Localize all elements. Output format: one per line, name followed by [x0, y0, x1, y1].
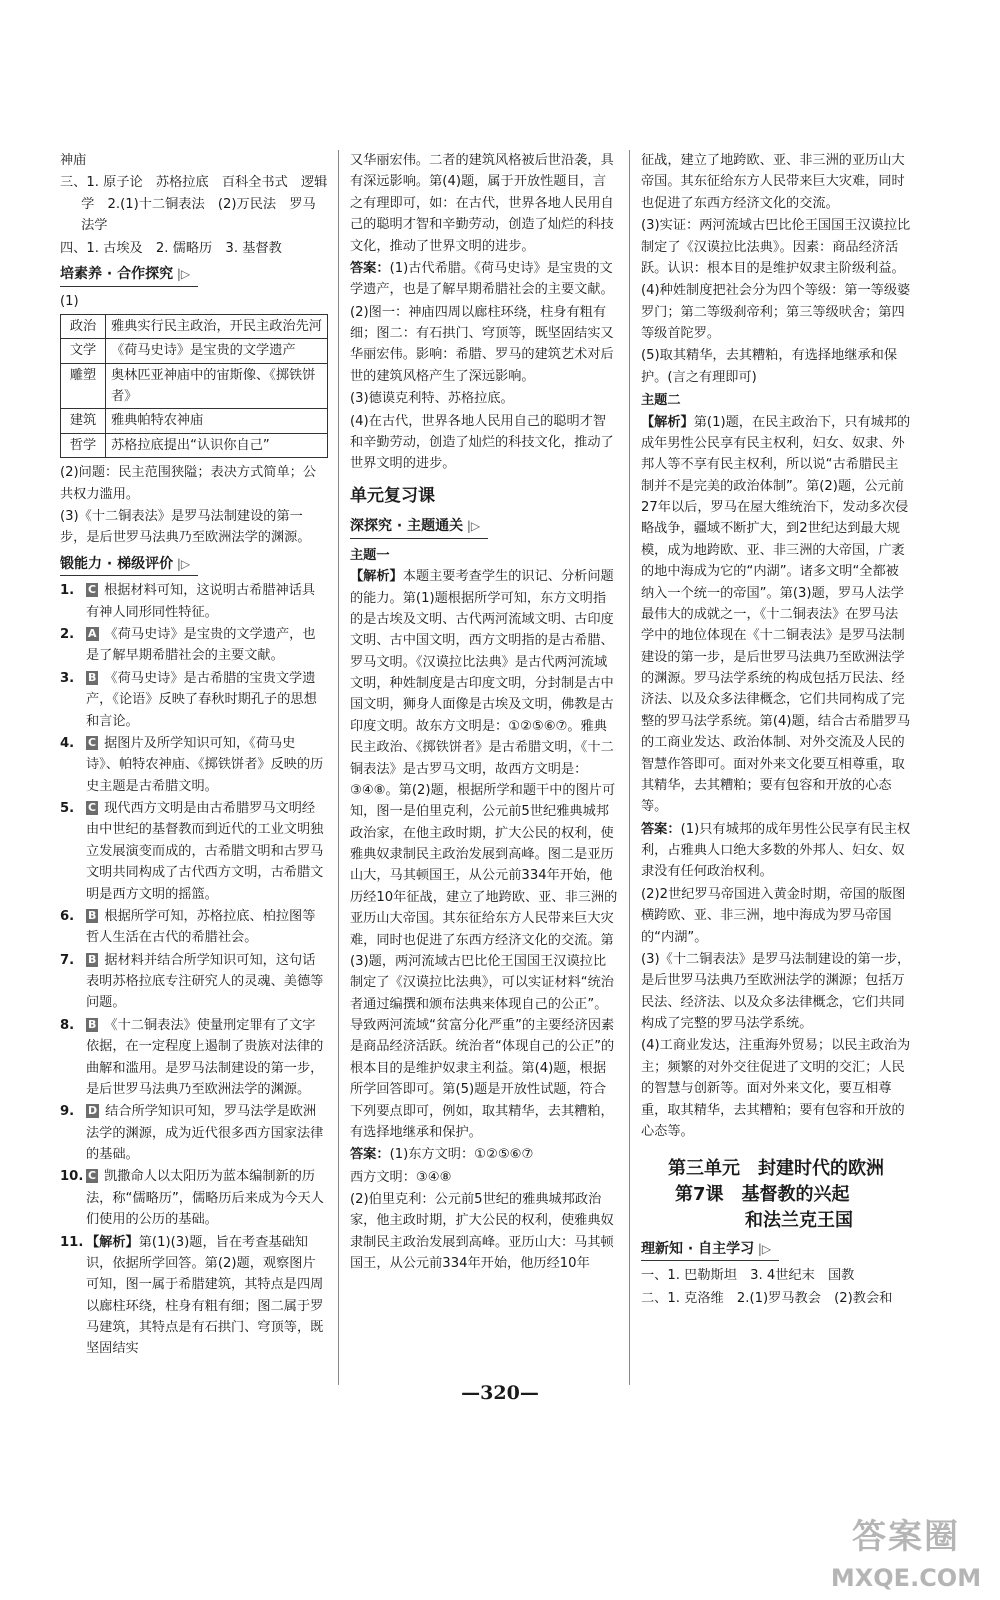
table-key: 哲学: [61, 433, 106, 457]
column-divider: [629, 150, 630, 1385]
answer-choice-badge: B: [88, 670, 97, 684]
lesson-title-line1: 第7课 基督教的兴起: [675, 1184, 850, 1206]
table-row: [61, 433, 328, 457]
answer-paragraph: (4)工商业发达，注重海外贸易；以民主政治为主；频繁的对外交往促进了文明的交汇；人民的智慧与创新等。面对外来文化，要互相尊重，取其精华，去其糟粕；要有包容和开放的心态等。: [641, 1038, 911, 1139]
answer-item: [60, 1015, 328, 1101]
answer-number: 10.: [60, 1169, 84, 1185]
answer-choice-badge: B: [88, 952, 97, 966]
answer-number: 1.: [60, 583, 75, 599]
section-title-cooperative: 培素养 · 合作探究 |▷: [60, 263, 198, 287]
analysis-block: [350, 566, 618, 1143]
answer-line: 二、1. 克洛维 2.(1)罗马教会 (2)教会和: [641, 1290, 893, 1306]
table-row: [61, 314, 328, 338]
answer-item: [60, 668, 328, 732]
answer-choice-badge: B: [88, 1017, 97, 1031]
answer-number: 3.: [60, 670, 75, 686]
answer-explanation: 《荷马史诗》是宝贵的文学遗产，也是了解早期希腊社会的主要文献。: [86, 627, 316, 664]
answer-paragraph: (3)德谟克利特、苏格拉底。: [350, 391, 514, 407]
answer-item: [60, 1166, 328, 1230]
answer-explanation: 结合所学知识可知，罗马法学是欧洲法学的渊源，成为近代很多西方国家法律的基础。: [86, 1104, 324, 1163]
table-value: 雅典实行民主政治，开民主政治先河: [106, 314, 328, 338]
table-row: [61, 339, 328, 363]
intro-line: 三、1. 原子论 苏格拉底 百科全书式 逻辑学 2.(1)十二铜表法 (2)万民法 罗马法学: [60, 175, 328, 234]
continued-paragraph: 又华丽宏伟。二者的建筑风格被后世沿袭，具有深远影响。第(4)题，属于开放性题目，言之有理即可，如：在古代，世界各地人民用自己的聪明才智和辛勤劳动，创造了灿烂的科技文化，推动了世界文明的进步。: [350, 153, 614, 254]
answer-text: [86, 1015, 328, 1101]
answer-item: [60, 950, 328, 1014]
column-middle: [350, 150, 618, 1276]
intro-line: 四、1. 古埃及 2. 儒略历 3. 基督教: [60, 240, 282, 256]
table-key: 雕塑: [61, 363, 106, 409]
answer-text: [86, 950, 328, 1014]
answer-text: [86, 906, 328, 949]
answer-paragraph: (4)在古代，世界各地人民用自己的聪明才智和辛勤劳动，创造了灿烂的科技文化，推动了世界文明的进步。: [350, 413, 614, 472]
answer-explanation: 根据材料可知，这说明古希腊神话具有神人同形同性特征。: [86, 583, 316, 620]
column-divider: [338, 150, 339, 1385]
answer-text: [86, 733, 328, 797]
unit-title: 第三单元 封建时代的欧洲: [668, 1158, 884, 1180]
page-number: —320—: [461, 1382, 539, 1404]
answer-text: [86, 1101, 328, 1165]
analysis-text: 本题主要考查学生的识记、分析问题的能力。第(1)题根据所学可知，东方文明指的是古埃及文明、古代两河流域文明、古印度文明、古中国文明，西方文明指的是古希腊、罗马文明。《汉谟拉比法典》是古代两河流域文明，种姓制度是古印度文明，分封制是古中国文明，狮身人面像是古埃及文明，佛教是古印度文明。故东方文明是：①②⑤⑥⑦。雅典民主政治、《掷铁饼者》是古希腊文明，《十二铜表法》是古罗马文明，故西方文明是：③④⑧。第(2)题，根据所学和题干中的图片可知，图一是伯里克利，公元前5世纪雅典城邦政治家，在他主政时期，扩大公民的权利，使雅典奴隶制民主政治发展到高峰。图二是亚历山大，马其顿国王，从公元前334年开始，他历经10年征战，建立了地跨欧、亚、非三洲的亚历山大帝国。其东征给东方人民带来巨大灾难，同时也促进了东西方经济文化的交流。第(3)题，两河流域古巴比伦王国国王汉谟拉比制定了《汉谟拉比法典》，可以实证材料“统治者通过编撰和颁布法典来体现自己的公正”。导致两河流域“贫富分化严重”的主要经济因素是商品经济活跃。统治者“体现自己的公正”的根本目的是维护奴隶主利益。第(4)题，根据所学回答即可。第(5)题是开放性试题，符合下列要点即可，例如，取其精华，去其糟粕，有选择地继承和保护。: [350, 569, 618, 1140]
watermark: [826, 1510, 986, 1598]
answer-text: (1)古代希腊。《荷马史诗》是宝贵的文学遗产，也是了解早期希腊社会的主要文献。: [350, 260, 614, 298]
answer-text: [86, 580, 328, 623]
section-title-explore: 深探究 · 主题通关 |▷: [350, 515, 488, 539]
answer-number: 2.: [60, 627, 75, 643]
answer-number: 6.: [60, 908, 75, 924]
answer-paragraph: (3)实证：两河流域古巴比伦王国国王汉谟拉比制定了《汉谟拉比法典》。因素：商品经济活跃。认识：根本目的是维护奴隶主阶级利益。: [641, 218, 911, 276]
answer-text: [86, 798, 328, 905]
table-key: 文学: [61, 339, 106, 363]
section-title-ability: 锻能力 · 梯级评价 |▷: [60, 553, 198, 577]
answer-block: [350, 1144, 618, 1165]
column-left: [60, 150, 328, 1361]
answer-item-11: [60, 1232, 328, 1360]
analysis-label: 【解析】: [86, 1234, 139, 1250]
table-value: 苏格拉底提出“认识你自己”: [106, 433, 328, 457]
answer-text: (1)只有城邦的成年男性公民享有民主权利，占雅典人口绝大多数的外邦人、妇女、奴隶没有任何政治权利。: [641, 821, 911, 880]
answer-item: [60, 624, 328, 667]
question-number: (1): [60, 293, 79, 309]
answer-number: 11.: [60, 1234, 84, 1250]
answer-paragraph: 西方文明：③④⑧: [350, 1169, 452, 1185]
answer-paragraph: (4)种姓制度把社会分为四个等级：第一等级婆罗门；第二等级刹帝利；第三等级吠舍；第四等级首陀罗。: [641, 283, 911, 341]
theme-heading: 主题二: [641, 393, 681, 409]
answer-explanation: 《荷马史诗》是古希腊的宝贵文学遗产，《论语》反映了春秋时期孔子的思想和言论。: [86, 670, 317, 729]
answer-line: 一、1. 巴勒斯坦 3. 4世纪末 国教: [641, 1268, 855, 1284]
watermark-logo: 答案圈: [852, 1517, 960, 1557]
answer-item: [60, 798, 328, 905]
analysis-text: 第(1)题，在民主政治下，只有城邦的成年男性公民享有民主权利，妇女、奴隶、外邦人等不享有民主权利，所以说“古希腊民主制并不是完美的政治体制”。第(2)题，公元前27年以后，罗马在屋大维统治下，发动多次侵略战争，疆域不断扩大，到2世纪达到最大规模，成为地跨欧、亚、非三洲的大帝国，广袤的地中海成为它的“内湖”。诸多文明“全都被纳入一个统一的帝国”。第(3)题，罗马人法学最伟大的成就之一，《十二铜表法》在罗马法学中的地位体现在《十二铜表法》是罗马法制建设的第一步，是后世罗马法典乃至欧洲法学的渊源。罗马法学系统的构成包括万民法、经济法、以及众多法律概念，它们共同构成了完整的罗马法学系统。第(4)题，结合古希腊罗马的工商业发达、政治体制、对外交流及人民的智慧作答即可。面对外来文化要互相尊重，取其精华，去其糟粕；要有包容和开放的心态等。: [641, 414, 911, 815]
theme-heading: 主题一: [350, 547, 390, 563]
answer-label: 答案：: [350, 1147, 390, 1163]
table-row: [61, 409, 328, 433]
answer-item: [60, 580, 328, 623]
answer-choice-badge: C: [88, 801, 97, 815]
answer-choice-badge: A: [88, 627, 97, 641]
answer-explanation: 根据所学可知，苏格拉底、柏拉图等哲人生活在古代的希腊社会。: [86, 908, 316, 946]
answer-label: 答案：: [350, 260, 390, 276]
answer-paragraph: (2)2世纪罗马帝国进入黄金时期，帝国的版图横跨欧、亚、非三洲，地中海成为罗马帝国的“内湖”。: [641, 886, 906, 945]
answer-number: 4.: [60, 735, 75, 751]
answer-label: 答案：: [641, 821, 681, 837]
answer-choice-badge: B: [88, 908, 97, 922]
answer-number: 8.: [60, 1017, 75, 1033]
intro-line: 神庙: [60, 153, 87, 168]
answer-choice-badge: C: [88, 735, 97, 749]
answer-paragraph: (2)问题：民主范围狭隘；表决方式简单；公共权力滥用。: [60, 465, 317, 502]
analysis-text: 第(1)(3)题，旨在考查基础知识，依据所学回答。第(2)题，观察图片可知，图一属于希腊建筑，其特点是四周以廊柱环绕，柱身有粗有细；图二属于罗马建筑，其特点是有石拱门、穹顶等，既坚固结实: [86, 1234, 324, 1357]
answer-explanation: 《十二铜表法》使量刑定罪有了文字依据，在一定程度上遏制了贵族对法律的曲解和滥用。是罗马法制建设的第一步，是后世罗马法典乃至欧洲法学的渊源。: [86, 1017, 324, 1097]
answer-paragraph: (2)伯里克利：公元前5世纪的雅典城邦政治家，他主政时期，扩大公民的权利，使雅典奴隶制民主政治发展到高峰。亚历山大：马其顿国王，从公元前334年开始，他历经10年: [350, 1192, 614, 1272]
table-value: 奥林匹亚神庙中的宙斯像、《掷铁饼者》: [106, 363, 328, 409]
answer-choice-badge: C: [88, 1169, 97, 1183]
answer-paragraph: (2)图一：神庙四周以廊柱环绕，柱身有粗有细；图二：有石拱门、穹顶等，既坚固结实又华丽宏伟。影响：希腊、罗马的建筑艺术对后世的建筑风格产生了深远影响。: [350, 304, 614, 384]
answer-text: [86, 624, 328, 667]
table-row: [61, 363, 328, 409]
section-title-learn: 理新知 · 自主学习 |▷: [641, 1238, 779, 1262]
answer-number: 9.: [60, 1104, 75, 1120]
answer-explanation: 现代西方文明是由古希腊罗马文明经由中世纪的基督教而到近代的工业文明独立发展演变而成的，古希腊文明和古罗马文明共同构成了古代西方文明，古希腊文明是西方文明的摇篮。: [86, 801, 324, 902]
analysis-label: 【解析】: [641, 414, 694, 430]
answer-text: [86, 668, 328, 732]
continued-paragraph: 征战，建立了地跨欧、亚、非三洲的亚历山大帝国。其东征给东方人民带来巨大灾难，同时也促进了东西方经济文化的交流。: [641, 153, 905, 211]
answer-block: [350, 258, 618, 301]
column-right: [641, 150, 911, 1310]
answer-choice-badge: D: [88, 1104, 98, 1118]
answer-explanation: 凯撒命人以太阳历为蓝本编制新的历法，称“儒略历”，儒略历后来成为今天人们使用的公历的基础。: [86, 1169, 324, 1228]
answer-paragraph: (3)《十二铜表法》是罗马法制建设的第一步，是后世罗马法典乃至欧洲法学的渊源。: [60, 508, 311, 546]
answer-paragraph: (5)取其精华，去其糟粕，有选择地继承和保护。(言之有理即可): [641, 348, 898, 385]
table-value: 《荷马史诗》是宝贵的文学遗产: [106, 339, 328, 363]
analysis-label: 【解析】: [350, 569, 403, 585]
answer-text: [86, 1166, 328, 1230]
watermark-url: MXQE.COM: [830, 1564, 982, 1593]
answer-number: 7.: [60, 952, 75, 968]
answer-choice-badge: C: [88, 583, 97, 597]
answer-item: [60, 906, 328, 949]
answer-number: 5.: [60, 801, 75, 817]
answer-block: [641, 819, 911, 883]
table-key: 建筑: [61, 409, 106, 433]
table-key: 政治: [61, 314, 106, 338]
lesson-title-line2: 和法兰克王国: [745, 1210, 853, 1232]
answer-text: (1)东方文明：①②⑤⑥⑦: [389, 1147, 534, 1163]
table-value: 雅典帕特农神庙: [106, 409, 328, 433]
answer-text: [86, 1232, 328, 1360]
answer-item: [60, 1101, 328, 1165]
answer-explanation: 据材料并结合所学知识可知，这句话表明苏格拉底专注研究人的灵魂、美德等问题。: [86, 952, 324, 1011]
civilization-table: [60, 314, 328, 458]
analysis-block: [641, 412, 911, 818]
answer-item: [60, 733, 328, 797]
answer-paragraph: (3)《十二铜表法》是罗马法制建设的第一步，是后世罗马法典乃至欧洲法学的渊源；包括万民法、经济法、以及众多法律概念，它们共同构成了完整的罗马法学系统。: [641, 951, 911, 1031]
answer-explanation: 据图片及所学知识可知，《荷马史诗》、帕特农神庙、《掷铁饼者》反映的历史主题是古希腊文明。: [86, 735, 324, 794]
unit-review-title: 单元复习课: [350, 485, 435, 506]
